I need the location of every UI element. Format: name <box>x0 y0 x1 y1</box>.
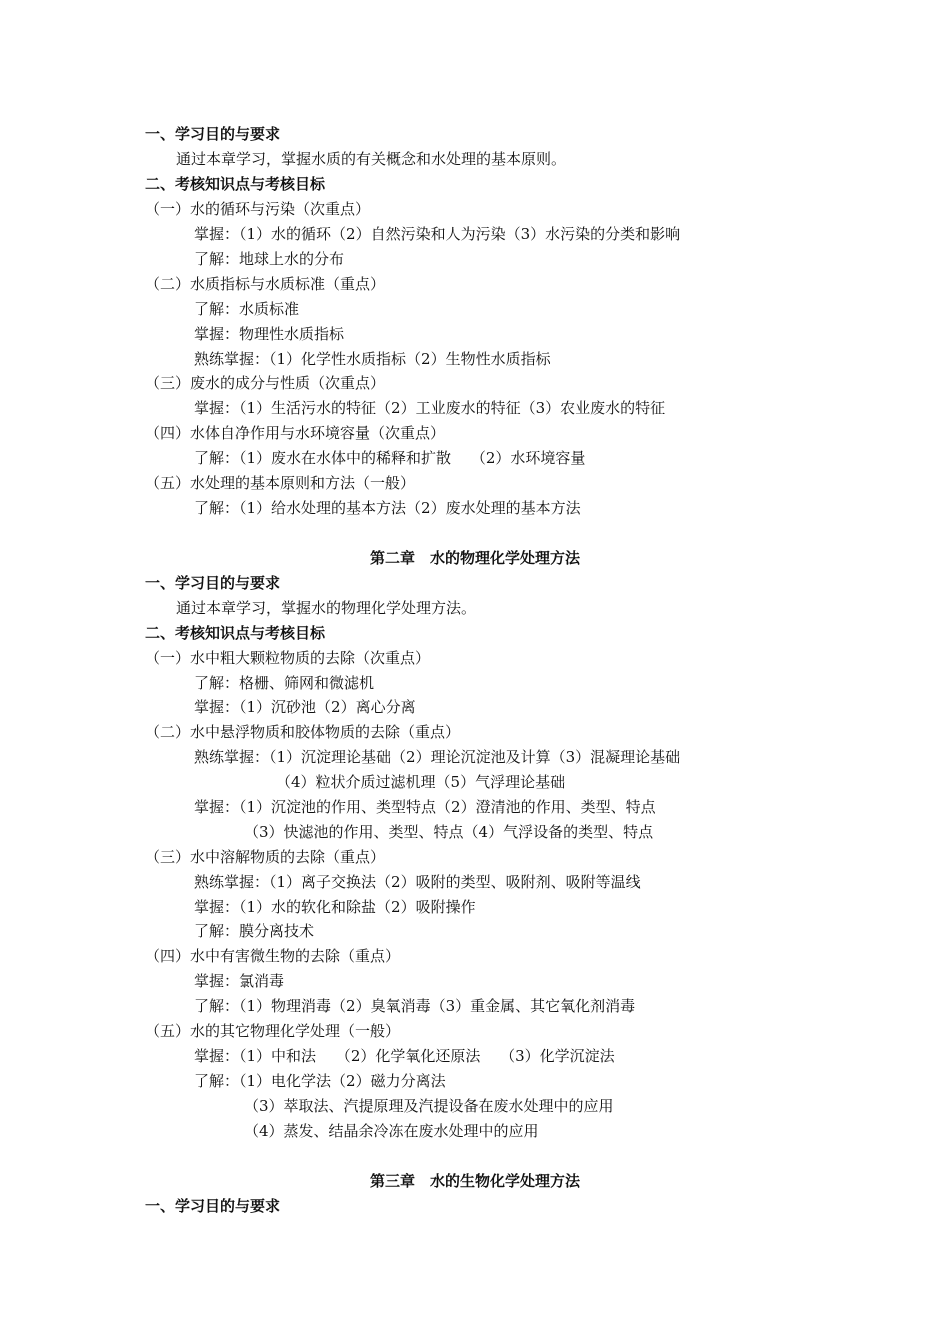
knowledge-item: 了解：水质标准 <box>194 300 300 318</box>
knowledge-item: 了解：（1）物理消毒（2）臭氧消毒（3）重金属、其它氧化剂消毒 <box>194 997 636 1015</box>
subsection-heading: （二）水中悬浮物质和胶体物质的去除（重点） <box>145 723 461 741</box>
knowledge-item: 熟练掌握：（1）沉淀理论基础（2）理论沉淀池及计算（3）混凝理论基础 <box>194 748 681 766</box>
subsection-heading: （四）水体自净作用与水环境容量（次重点） <box>145 424 446 442</box>
knowledge-item-continued: （3）萃取法、汽提原理及汽提设备在废水处理中的应用 <box>244 1097 614 1115</box>
knowledge-item: 熟练掌握：（1）离子交换法（2）吸附的类型、吸附剂、吸附等温线 <box>194 873 641 891</box>
knowledge-item: 了解：膜分离技术 <box>194 922 315 940</box>
section-heading-points: 二、考核知识点与考核目标 <box>145 175 326 193</box>
knowledge-item: 掌握：（1）中和法 （2）化学氧化还原法 （3）化学沉淀法 <box>194 1047 615 1065</box>
subsection-heading: （五）水处理的基本原则和方法（一般） <box>145 474 416 492</box>
chapter-title: 第三章 水的生物化学处理方法 <box>369 1172 580 1190</box>
knowledge-item: 掌握：（1）沉淀池的作用、类型特点（2）澄清池的作用、类型、特点 <box>194 798 656 816</box>
knowledge-item: 了解：（1）给水处理的基本方法（2）废水处理的基本方法 <box>194 499 581 517</box>
knowledge-item-continued: （4）粒状介质过滤机理（5）气浮理论基础 <box>276 773 566 791</box>
subsection-heading: （一）水的循环与污染（次重点） <box>145 200 371 218</box>
knowledge-item-continued: （4）蒸发、结晶余冷冻在废水处理中的应用 <box>244 1122 539 1140</box>
subsection-heading: （三）废水的成分与性质（次重点） <box>145 374 386 392</box>
subsection-heading: （三）水中溶解物质的去除（重点） <box>145 848 386 866</box>
knowledge-item: 了解：格栅、筛网和微滤机 <box>194 674 375 692</box>
subsection-heading: （四）水中有害微生物的去除（重点） <box>145 947 401 965</box>
section-heading-goals: 一、学习目的与要求 <box>145 574 281 592</box>
knowledge-item: 掌握：（1）沉砂池（2）离心分离 <box>194 698 416 716</box>
knowledge-item: 熟练掌握：（1）化学性水质指标（2）生物性水质指标 <box>194 350 551 368</box>
section-heading-goals: 一、学习目的与要求 <box>145 125 281 143</box>
knowledge-item: 掌握：（1）水的软化和除盐（2）吸附操作 <box>194 898 476 916</box>
goal-text: 通过本章学习，掌握水的物理化学处理方法。 <box>176 599 477 617</box>
subsection-heading: （五）水的其它物理化学处理（一般） <box>145 1022 401 1040</box>
knowledge-item: 掌握：（1）生活污水的特征（2）工业废水的特征（3）农业废水的特征 <box>194 399 666 417</box>
knowledge-item: 了解：（1）电化学法（2）磁力分离法 <box>194 1072 446 1090</box>
subsection-heading: （二）水质指标与水质标准（重点） <box>145 275 386 293</box>
knowledge-item: 掌握：（1）水的循环（2）自然污染和人为污染（3）水污染的分类和影响 <box>194 225 681 243</box>
subsection-heading: （一）水中粗大颗粒物质的去除（次重点） <box>145 649 431 667</box>
chapter-title: 第二章 水的物理化学处理方法 <box>369 549 580 567</box>
goal-text: 通过本章学习，掌握水质的有关概念和水处理的基本原则。 <box>176 150 567 168</box>
knowledge-item-continued: （3）快滤池的作用、类型、特点（4）气浮设备的类型、特点 <box>244 823 654 841</box>
knowledge-item: 了解：地球上水的分布 <box>194 250 345 268</box>
knowledge-item: 掌握：物理性水质指标 <box>194 325 345 343</box>
section-heading-points: 二、考核知识点与考核目标 <box>145 624 326 642</box>
knowledge-item: 掌握：氯消毒 <box>194 972 285 990</box>
section-heading-goals: 一、学习目的与要求 <box>145 1197 281 1215</box>
knowledge-item: 了解：（1）废水在水体中的稀释和扩散 （2）水环境容量 <box>194 449 586 467</box>
